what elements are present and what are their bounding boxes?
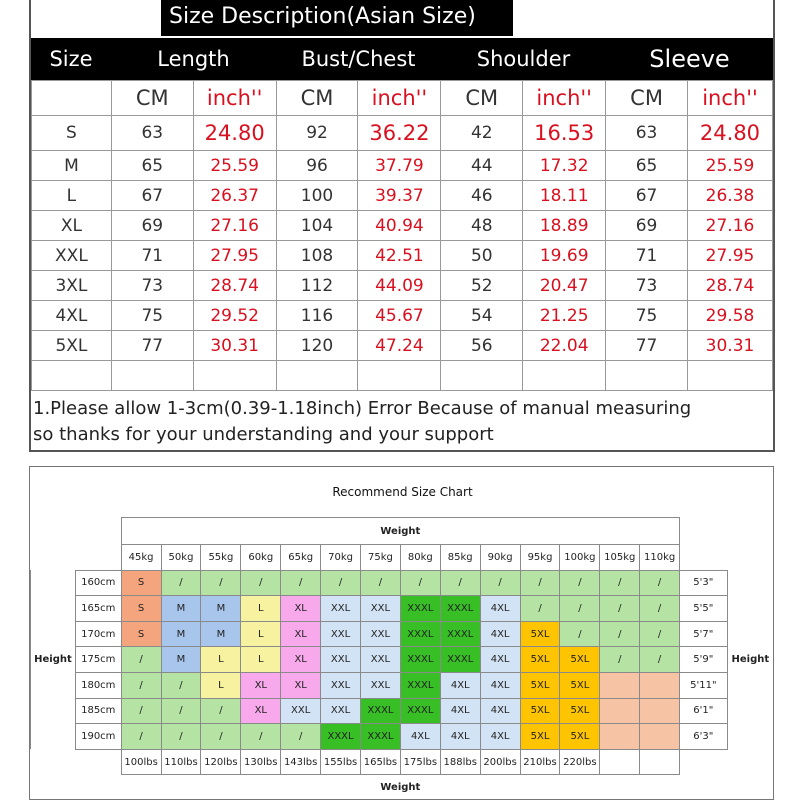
- size-cell: /: [241, 570, 281, 596]
- size-cell: /: [520, 570, 560, 596]
- size-cell: /: [440, 570, 480, 596]
- measure-cell: 18.89: [523, 211, 606, 241]
- weight-lbs-cell: 210lbs: [520, 749, 560, 775]
- size-cell: XXL: [281, 698, 321, 724]
- weight-lbs-cell: 130lbs: [241, 749, 281, 775]
- measure-cell: 20.47: [523, 271, 606, 301]
- empty-cell: [32, 361, 112, 391]
- height-cm-cell: 170cm: [75, 621, 121, 647]
- size-cell: /: [121, 672, 161, 698]
- measure-cell: 71: [606, 241, 688, 271]
- size-label-cell: 4XL: [32, 301, 112, 331]
- size-label-cell: XL: [32, 211, 112, 241]
- measure-cell: 73: [111, 271, 193, 301]
- corner-blank: [31, 518, 122, 571]
- size-row: [32, 301, 773, 331]
- size-cell: XXXL: [400, 621, 440, 647]
- measure-cell: 65: [111, 151, 193, 181]
- measure-cell: 37.79: [358, 151, 441, 181]
- empty-cell: [441, 361, 523, 391]
- units-blank-cell: [32, 81, 112, 116]
- size-cell: /: [161, 698, 201, 724]
- size-table-title: Size Description(Asian Size): [161, 0, 513, 36]
- measure-cell: 104: [276, 211, 358, 241]
- measure-cell: 56: [441, 331, 523, 361]
- empty-row: [32, 361, 773, 391]
- measure-cell: 73: [606, 271, 688, 301]
- measure-cell: 63: [111, 116, 193, 151]
- weight-lbs-cell: 155lbs: [321, 749, 361, 775]
- size-cell: L: [241, 596, 281, 622]
- measure-cell: 27.16: [193, 211, 276, 241]
- weight-footer-row: [31, 775, 774, 800]
- measure-cell: 42.51: [358, 241, 441, 271]
- size-row: [32, 151, 773, 181]
- measure-cell: 75: [111, 301, 193, 331]
- measure-cell: 69: [606, 211, 688, 241]
- size-cell: 4XL: [440, 698, 480, 724]
- header-size: Size: [49, 47, 93, 71]
- measure-cell: 92: [276, 116, 358, 151]
- size-cell: /: [361, 570, 401, 596]
- height-row: [31, 621, 774, 647]
- size-label-cell: M: [32, 151, 112, 181]
- measure-cell: 54: [441, 301, 523, 331]
- size-cell: /: [201, 570, 241, 596]
- size-cell: 4XL: [480, 647, 520, 673]
- size-table-header-row: [31, 38, 773, 80]
- weight-kg-cell: 50kg: [161, 545, 201, 571]
- measure-cell: 28.74: [193, 271, 276, 301]
- unit-cell: inch'': [523, 81, 606, 116]
- size-cell: 5XL: [560, 698, 600, 724]
- weight-header: Weight: [121, 518, 679, 545]
- size-cell: /: [600, 596, 640, 622]
- size-cell: XXXL: [321, 724, 361, 750]
- size-cell: XXXL: [440, 621, 480, 647]
- weight-kg-row: [31, 545, 774, 571]
- size-cell: XXXL: [400, 698, 440, 724]
- size-cell: L: [241, 621, 281, 647]
- measure-cell: 45.67: [358, 301, 441, 331]
- size-label-cell: XXL: [32, 241, 112, 271]
- size-cell: 5XL: [520, 672, 560, 698]
- size-row: [32, 241, 773, 271]
- size-cell: [640, 724, 680, 750]
- weight-kg-cell: 95kg: [520, 545, 560, 571]
- measure-cell: 42: [441, 116, 523, 151]
- size-cell: /: [640, 596, 680, 622]
- weight-kg-cell: 80kg: [400, 545, 440, 571]
- size-cell: /: [480, 570, 520, 596]
- size-cell: /: [121, 647, 161, 673]
- size-cell: /: [161, 672, 201, 698]
- measure-cell: 19.69: [523, 241, 606, 271]
- size-cell: /: [560, 596, 600, 622]
- measure-cell: 44.09: [358, 271, 441, 301]
- size-cell: L: [241, 647, 281, 673]
- height-ft-cell: 5'7": [680, 621, 728, 647]
- header-shoulder: Shoulder: [476, 47, 571, 71]
- measure-cell: 71: [111, 241, 193, 271]
- measure-cell: 69: [111, 211, 193, 241]
- size-cell: /: [161, 724, 201, 750]
- size-cell: L: [201, 647, 241, 673]
- size-cell: XXL: [321, 647, 361, 673]
- size-row: [32, 181, 773, 211]
- size-cell: /: [281, 570, 321, 596]
- size-cell: XXXL: [400, 647, 440, 673]
- empty-cell: [193, 361, 276, 391]
- size-row: [32, 331, 773, 361]
- weight-kg-cell: 110kg: [640, 545, 680, 571]
- units-row: [32, 81, 773, 116]
- measure-cell: 77: [111, 331, 193, 361]
- height-cm-cell: 160cm: [75, 570, 121, 596]
- measure-cell: 25.59: [193, 151, 276, 181]
- size-cell: /: [400, 570, 440, 596]
- footer-blank: [31, 775, 122, 800]
- size-cell: /: [560, 621, 600, 647]
- size-cell: /: [121, 724, 161, 750]
- size-cell: 4XL: [480, 596, 520, 622]
- measure-cell: 77: [606, 331, 688, 361]
- size-cell: M: [161, 596, 201, 622]
- weight-lbs-cell: 200lbs: [480, 749, 520, 775]
- size-cell: 5XL: [520, 698, 560, 724]
- size-cell: [600, 698, 640, 724]
- size-cell: /: [600, 570, 640, 596]
- measure-cell: 67: [111, 181, 193, 211]
- size-cell: XXL: [321, 621, 361, 647]
- measure-cell: 24.80: [687, 116, 772, 151]
- measure-cell: 75: [606, 301, 688, 331]
- size-cell: XXXL: [440, 647, 480, 673]
- size-cell: /: [600, 621, 640, 647]
- weight-lbs-cell: [600, 749, 640, 775]
- height-cm-cell: 185cm: [75, 698, 121, 724]
- weight-footer: Weight: [380, 781, 421, 793]
- size-cell: 5XL: [560, 647, 600, 673]
- size-cell: 5XL: [520, 647, 560, 673]
- height-header-right: Height: [731, 654, 770, 666]
- recommend-grid: [30, 517, 773, 799]
- size-cell: 5XL: [560, 672, 600, 698]
- height-ft-cell: 6'3": [680, 724, 728, 750]
- measure-cell: 36.22: [358, 116, 441, 151]
- measure-cell: 116: [276, 301, 358, 331]
- size-cell: 4XL: [480, 621, 520, 647]
- header-bust-chest: Bust/Chest: [301, 47, 416, 71]
- size-cell: XL: [241, 672, 281, 698]
- size-cell: XXL: [361, 647, 401, 673]
- empty-cell: [523, 361, 606, 391]
- height-cm-cell: 190cm: [75, 724, 121, 750]
- height-cm-cell: 180cm: [75, 672, 121, 698]
- size-cell: /: [520, 596, 560, 622]
- height-ft-cell: 5'11": [680, 672, 728, 698]
- size-table-body: [31, 80, 773, 391]
- size-cell: XXXL: [361, 724, 401, 750]
- height-row: [31, 724, 774, 750]
- measure-cell: 16.53: [523, 116, 606, 151]
- size-cell: XXXL: [400, 672, 440, 698]
- size-cell: [640, 698, 680, 724]
- header-length: Length: [157, 47, 230, 71]
- size-cell: /: [640, 647, 680, 673]
- size-cell: 5XL: [560, 724, 600, 750]
- weight-kg-cell: 55kg: [201, 545, 241, 571]
- note-line-1: 1.Please allow 1-3cm(0.39-1.18inch) Error Because of manual measuring: [33, 398, 692, 419]
- measure-cell: 65: [606, 151, 688, 181]
- size-cell: /: [161, 570, 201, 596]
- size-cell: M: [161, 621, 201, 647]
- weight-kg-cell: 85kg: [440, 545, 480, 571]
- weight-lbs-cell: 110lbs: [161, 749, 201, 775]
- height-row: [31, 570, 774, 596]
- note-line-2: so thanks for your understanding and your support: [33, 424, 494, 445]
- size-cell: M: [161, 647, 201, 673]
- measure-cell: 27.95: [687, 241, 772, 271]
- measure-cell: 26.38: [687, 181, 772, 211]
- unit-cell: CM: [276, 81, 358, 116]
- weight-lbs-cell: 165lbs: [361, 749, 401, 775]
- measure-cell: 63: [606, 116, 688, 151]
- unit-cell: CM: [606, 81, 688, 116]
- weight-kg-cell: 45kg: [121, 545, 161, 571]
- size-cell: [640, 672, 680, 698]
- size-cell: 4XL: [480, 698, 520, 724]
- measure-cell: 24.80: [193, 116, 276, 151]
- height-cm-cell: 175cm: [75, 647, 121, 673]
- size-cell: XXL: [321, 596, 361, 622]
- measure-cell: 67: [606, 181, 688, 211]
- weight-lbs-cell: [640, 749, 680, 775]
- measure-cell: 27.16: [687, 211, 772, 241]
- empty-cell: [358, 361, 441, 391]
- size-cell: XXL: [361, 596, 401, 622]
- weight-lbs-cell: 220lbs: [560, 749, 600, 775]
- weight-kg-cell: 75kg: [361, 545, 401, 571]
- size-cell: /: [321, 570, 361, 596]
- recommend-chart-title: Recommend Size Chart: [332, 485, 473, 499]
- weight-kg-cell: 105kg: [600, 545, 640, 571]
- weight-lbs-cell: 143lbs: [281, 749, 321, 775]
- size-cell: M: [201, 621, 241, 647]
- height-ft-cell: 5'5": [680, 596, 728, 622]
- measure-cell: 29.52: [193, 301, 276, 331]
- measure-cell: 22.04: [523, 331, 606, 361]
- measure-cell: 100: [276, 181, 358, 211]
- size-cell: XXXL: [400, 596, 440, 622]
- size-cell: XL: [281, 672, 321, 698]
- measure-cell: 39.37: [358, 181, 441, 211]
- empty-cell: [111, 361, 193, 391]
- measure-cell: 26.37: [193, 181, 276, 211]
- size-cell: 5XL: [520, 621, 560, 647]
- size-cell: /: [600, 647, 640, 673]
- measure-cell: 112: [276, 271, 358, 301]
- size-cell: /: [201, 724, 241, 750]
- weight-kg-cell: 90kg: [480, 545, 520, 571]
- measure-cell: 46: [441, 181, 523, 211]
- size-cell: 4XL: [400, 724, 440, 750]
- weight-kg-cell: 60kg: [241, 545, 281, 571]
- weight-lbs-cell: 188lbs: [440, 749, 480, 775]
- size-cell: 4XL: [440, 724, 480, 750]
- size-cell: /: [281, 724, 321, 750]
- weight-kg-cell: 70kg: [321, 545, 361, 571]
- measure-cell: 96: [276, 151, 358, 181]
- weight-lbs-row: [31, 749, 774, 775]
- size-cell: M: [201, 596, 241, 622]
- measure-cell: 30.31: [687, 331, 772, 361]
- height-ft-cell: 6'1": [680, 698, 728, 724]
- lbs-blank: [31, 749, 122, 775]
- size-cell: S: [121, 570, 161, 596]
- size-row: [32, 116, 773, 151]
- measure-cell: 120: [276, 331, 358, 361]
- weight-kg-cell: 100kg: [560, 545, 600, 571]
- lbs-blank-right: [680, 749, 773, 775]
- size-cell: /: [121, 698, 161, 724]
- size-cell: S: [121, 621, 161, 647]
- size-cell: [600, 724, 640, 750]
- size-cell: 5XL: [520, 724, 560, 750]
- size-cell: XL: [281, 647, 321, 673]
- measure-cell: 21.25: [523, 301, 606, 331]
- header-sleeve: Sleeve: [649, 45, 730, 73]
- measure-cell: 29.58: [687, 301, 772, 331]
- size-cell: L: [201, 672, 241, 698]
- height-row: [31, 596, 774, 622]
- size-label-cell: 3XL: [32, 271, 112, 301]
- height-ft-cell: 5'9": [680, 647, 728, 673]
- size-label-cell: L: [32, 181, 112, 211]
- height-row: [31, 672, 774, 698]
- measure-cell: 18.11: [523, 181, 606, 211]
- weight-lbs-cell: 120lbs: [201, 749, 241, 775]
- measure-cell: 30.31: [193, 331, 276, 361]
- recommend-size-chart: [29, 466, 774, 800]
- size-cell: 4XL: [480, 724, 520, 750]
- weight-title-row: [31, 518, 774, 545]
- measure-cell: 50: [441, 241, 523, 271]
- size-label-cell: S: [32, 116, 112, 151]
- size-cell: /: [241, 724, 281, 750]
- height-cm-cell: 165cm: [75, 596, 121, 622]
- size-cell: XXL: [321, 672, 361, 698]
- size-cell: /: [640, 621, 680, 647]
- height-row: [31, 698, 774, 724]
- measure-cell: 108: [276, 241, 358, 271]
- size-cell: XL: [241, 698, 281, 724]
- measure-cell: 25.59: [687, 151, 772, 181]
- size-cell: XXL: [361, 672, 401, 698]
- size-description-table: [29, 0, 775, 452]
- weight-lbs-cell: 100lbs: [121, 749, 161, 775]
- size-label-cell: 5XL: [32, 331, 112, 361]
- size-row: [32, 271, 773, 301]
- height-row: [31, 647, 774, 673]
- measure-cell: 48: [441, 211, 523, 241]
- unit-cell: CM: [111, 81, 193, 116]
- size-cell: /: [201, 698, 241, 724]
- size-cell: /: [640, 570, 680, 596]
- size-cell: XXXL: [440, 596, 480, 622]
- weight-kg-cell: 65kg: [281, 545, 321, 571]
- empty-cell: [687, 361, 772, 391]
- measurement-note: [33, 396, 691, 448]
- measure-cell: 40.94: [358, 211, 441, 241]
- size-cell: /: [560, 570, 600, 596]
- measure-cell: 28.74: [687, 271, 772, 301]
- size-cell: [600, 672, 640, 698]
- size-cell: XL: [281, 596, 321, 622]
- unit-cell: CM: [441, 81, 523, 116]
- size-cell: XXL: [361, 621, 401, 647]
- size-cell: XL: [281, 621, 321, 647]
- size-cell: XXL: [321, 698, 361, 724]
- weight-lbs-cell: 175lbs: [400, 749, 440, 775]
- measure-cell: 17.32: [523, 151, 606, 181]
- corner-blank-right: [680, 518, 773, 571]
- height-header: Height: [31, 570, 76, 749]
- size-cell: 4XL: [440, 672, 480, 698]
- size-cell: 4XL: [480, 672, 520, 698]
- empty-cell: [606, 361, 688, 391]
- height-ft-cell: 5'3": [680, 570, 728, 596]
- unit-cell: inch'': [687, 81, 772, 116]
- measure-cell: 52: [441, 271, 523, 301]
- measure-cell: 47.24: [358, 331, 441, 361]
- size-row: [32, 211, 773, 241]
- empty-cell: [276, 361, 358, 391]
- size-cell: S: [121, 596, 161, 622]
- unit-cell: inch'': [358, 81, 441, 116]
- measure-cell: 27.95: [193, 241, 276, 271]
- unit-cell: inch'': [193, 81, 276, 116]
- measure-cell: 44: [441, 151, 523, 181]
- size-cell: XXXL: [361, 698, 401, 724]
